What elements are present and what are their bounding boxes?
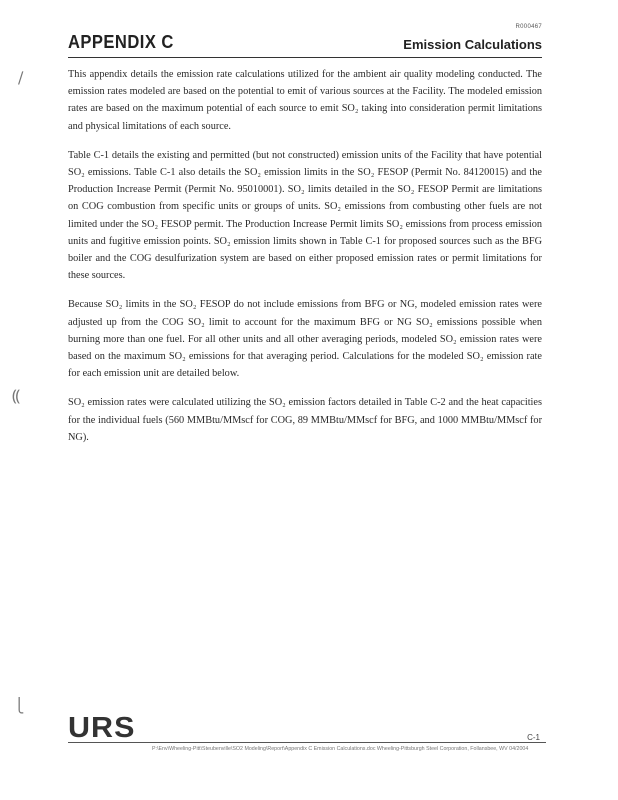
appendix-title: APPENDIX C — [68, 32, 174, 52]
page-number: C-1 — [527, 733, 540, 742]
margin-handwritten-mark: ∕ — [18, 68, 24, 87]
paragraph: Because SO₂ limits in the SO₂ FESOP do not include emissions from BFG or NG, modeled emission rates were adjusted up from the COG SO₂ limit to account for the maximum BFG or NG SO₂ emissions possible when burning more than one fuel. For all other units and all other averaging periods, modeled SO₂ emission rates were based on the maximum SO₂ emissions for that averaging period. Calculations for the modeled SO₂ emission rate for each emission unit are detailed below. — [68, 299, 542, 380]
paragraph: Table C-1 details the existing and permitted (but not constructed) emission units of the Facility that have potential SO₂ emissions. Table C-1 also details the SO₂ emission limits in the SO₂ FESOP (Permit No. 84120015) and the Production Increase Permit (Permit No. 95010001). SO₂ limits detailed in the SO₂ FESOP Permit are limitations on COG combustion from specific units or groups of units. SO₂ emissions from combusting other fuels are not limited under the SO₂ FESOP permit. The Production Increase Permit limits SO₂ emissions from process emission units and fugitive emission points. SO₂ emission limits shown in Table C-1 for proposed sources such as the BFG boiler and the COG desulfurization system are based on either proposed emission rates or permit limitations for these sources. — [68, 149, 542, 282]
paragraph: This appendix details the emission rate calculations utilized for the ambient air quality modeling conducted. The emission rates modeled are based on the potential to emit of various sources at the Facility. The modeled emission rates are based on the maximum potential of each source to emit SO₂ taking into consideration permit limitations and physical limitations of each source. — [68, 69, 542, 132]
urs-logo: URS — [68, 712, 136, 744]
footer-divider — [68, 742, 546, 743]
header-divider — [68, 57, 542, 58]
margin-handwritten-mark: ⸨ — [12, 386, 21, 405]
paragraph: SO₂ emission rates were calculated utilizing the SO₂ emission factors detailed in Table C-2 and the heat capacities for the individual fuels (560 MMBtu/MMscf for COG, 89 MMBtu/MMscf for BFG, and 1000 MMBtu/MMscf for NG). — [68, 397, 542, 443]
body-text — [68, 66, 542, 458]
document-code: R000467 — [515, 24, 542, 30]
margin-handwritten-mark: ⎩ — [14, 698, 25, 714]
footer-file-path: P:\Env\Wheeling-Pitt\Steubenville\SO2 Modeling\Report\Appendix C Emission Calculations.doc Wheeling-Pittsburgh Steel Corporation, Follansbee, WV 04/2004 — [152, 746, 529, 752]
section-title: Emission Calculations — [403, 37, 542, 52]
